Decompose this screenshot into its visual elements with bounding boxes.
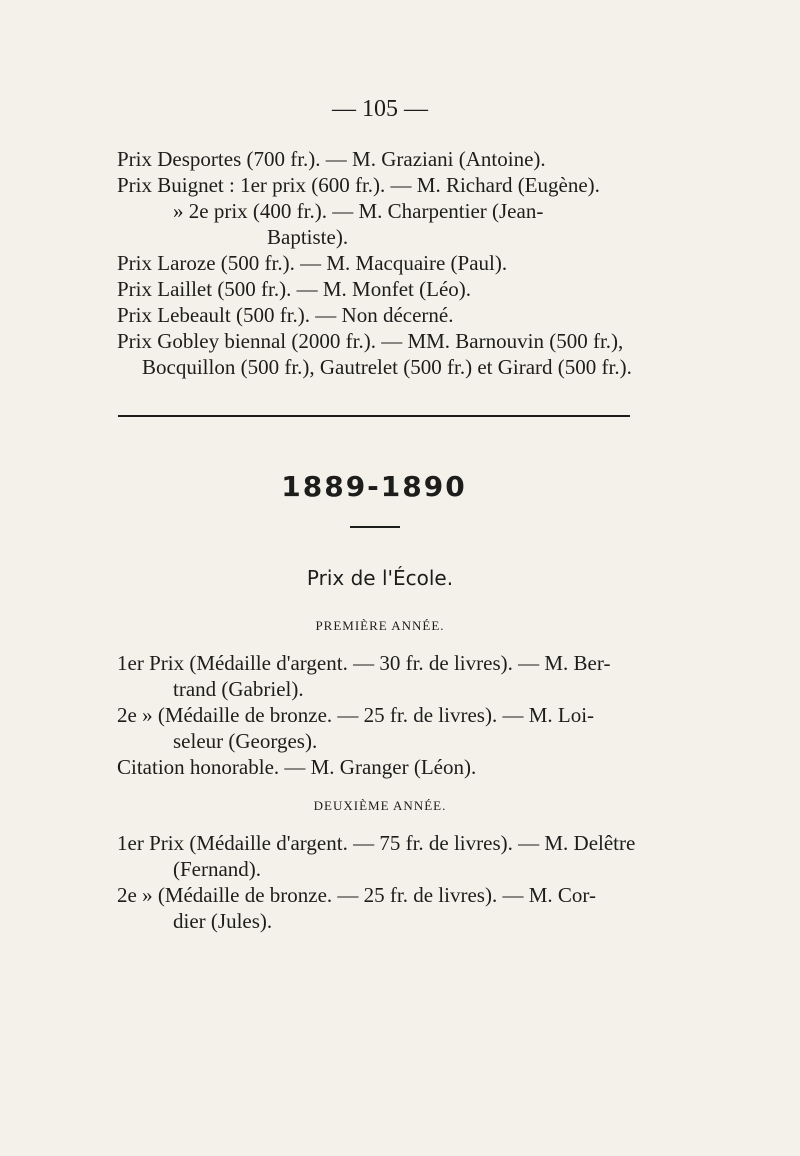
prizes-1888-list [117,146,641,380]
premiere-annee-list [117,650,641,780]
award-line: trand (Gabriel). [173,677,304,701]
award-line: seleur (Georges). [173,729,318,753]
prize-line: Prix Buignet : 1er prix (600 fr.). — M. Richard (Eugène). [117,173,600,197]
prize-line: Bocquillon (500 fr.), Gautrelet (500 fr.) et Girard (500 fr.). [142,355,632,379]
section-title: Prix de l'École. [306,566,454,590]
award-line: (Fernand). [173,857,262,881]
award-line: 1er Prix (Médaille d'argent. — 30 fr. de livres). — M. Ber- [117,651,611,675]
prize-line: Prix Lebeault (500 fr.). — Non décerné. [117,303,454,327]
prize-line: Prix Desportes (700 fr.). — M. Graziani (Antoine). [117,147,546,171]
prize-line: Baptiste). [267,225,349,249]
prize-line: Prix Laroze (500 fr.). — M. Macquaire (Paul). [117,251,508,275]
prize-line: Prix Laillet (500 fr.). — M. Monfet (Léo). [117,277,472,301]
award-line: dier (Jules). [173,909,273,933]
deuxieme-annee-list [117,830,641,934]
section-divider [118,415,630,417]
prize-line: » 2e prix (400 fr.). — M. Charpentier (Jean- [173,199,544,223]
award-line: Citation honorable. — M. Granger (Léon). [117,755,477,779]
deuxieme-annee-heading: DEUXIÈME ANNÉE. [313,798,447,813]
premiere-annee-heading: PREMIÈRE ANNÉE. [315,618,445,633]
award-line: 2e » (Médaille de bronze. — 25 fr. de livres). — M. Cor- [117,883,596,907]
award-line: 2e » (Médaille de bronze. — 25 fr. de livres). — M. Loi- [117,703,595,727]
award-line: 1er Prix (Médaille d'argent. — 75 fr. de livres). — M. Delêtre [117,831,636,855]
page-number: — 105 — [332,96,428,122]
prize-line: Prix Gobley biennal (2000 fr.). — MM. Barnouvin (500 fr.), [117,329,624,353]
year-heading: 1889-1890 [281,470,467,503]
short-rule [350,526,400,528]
